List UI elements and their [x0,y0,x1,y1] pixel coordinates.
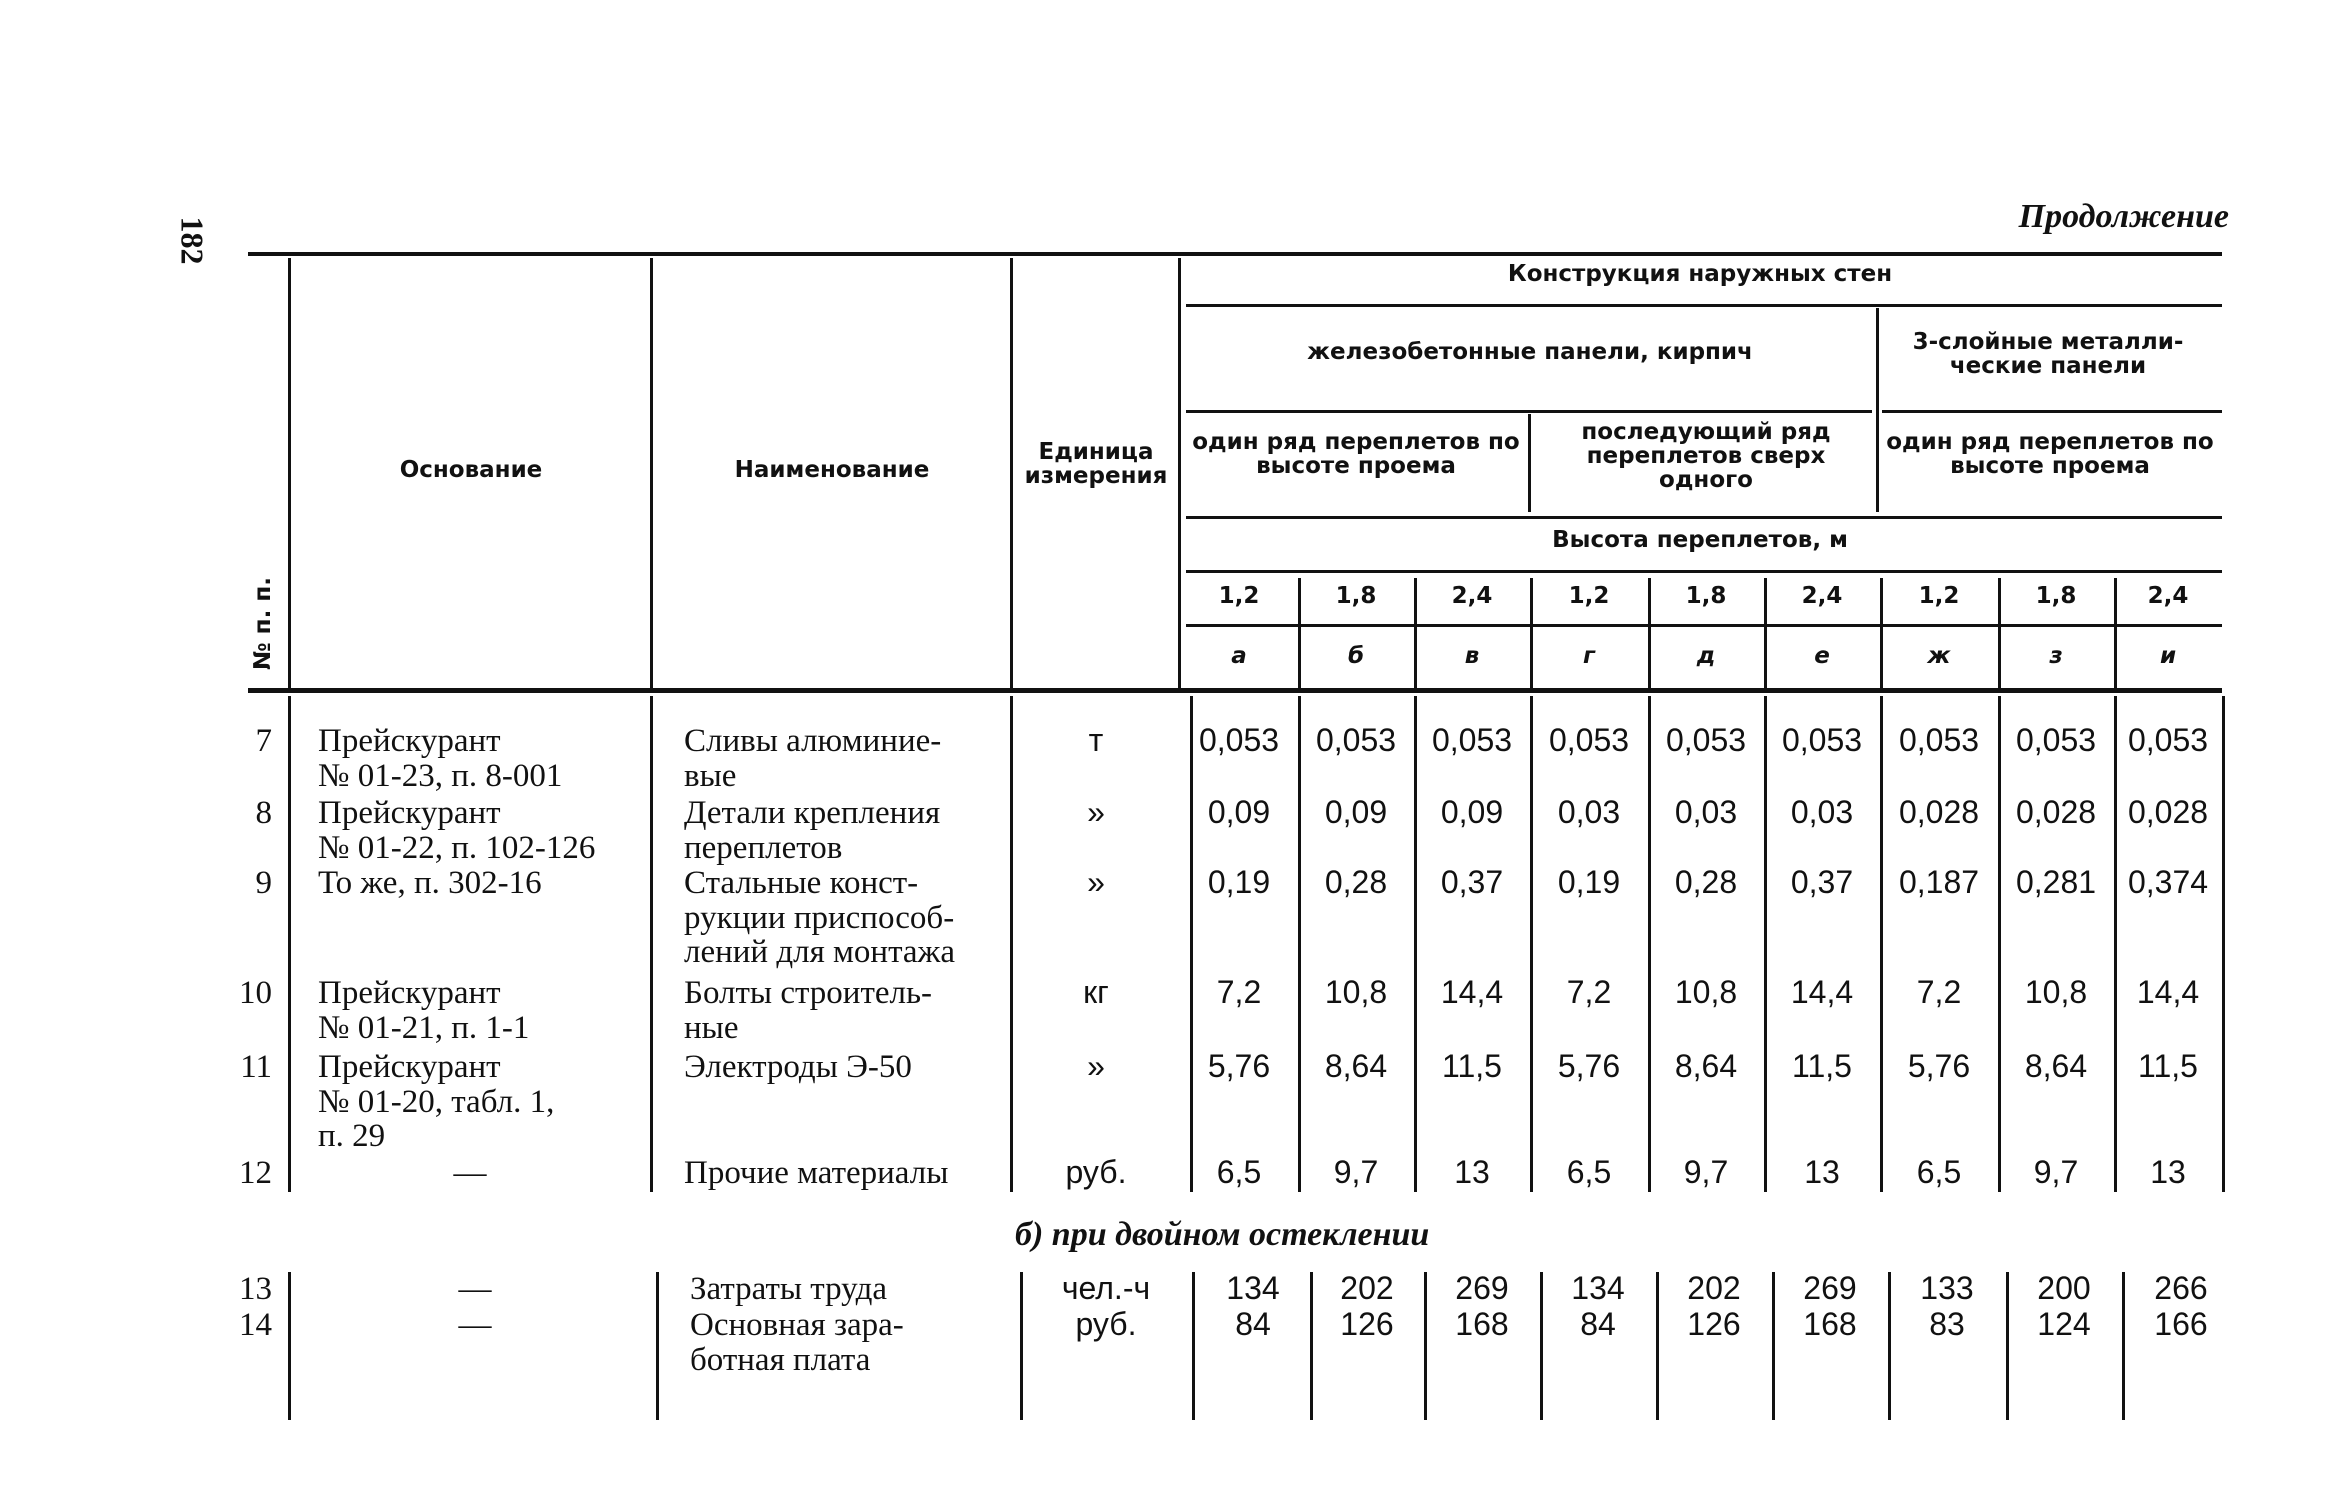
basis-cell: — [453,1155,487,1191]
rule-line [1298,696,1301,1192]
value-cell: 0,03 [1790,794,1854,830]
value-cell: 0,053 [2127,722,2209,758]
value-cell: 11,5 [2138,1048,2198,1084]
construction-header: Конструкция наружных стен [1507,261,1893,287]
rule-line [1764,696,1767,1192]
column-letter: ж [1927,643,1951,669]
rule-line [1298,578,1301,688]
value-cell: 168 [1455,1306,1509,1342]
value-cell: 7,2 [1916,974,1962,1010]
rule-line [2114,578,2117,688]
rule-line [650,696,653,1192]
value-cell: 0,053 [2015,722,2097,758]
value-cell: 0,053 [1315,722,1397,758]
row-number: 13 [239,1271,272,1307]
unit-cell: » [1087,864,1105,900]
rule-line [288,1272,291,1420]
value-cell: 202 [1687,1270,1741,1306]
unit-cell: чел.-ч [1061,1270,1151,1306]
rule-line [1530,578,1533,688]
value-cell: 126 [1687,1306,1741,1342]
value-cell: 5,76 [1207,1048,1271,1084]
rule-line [656,1272,659,1420]
rule-line [2222,696,2225,1192]
unit-cell: » [1087,1048,1105,1084]
rule-line [1882,410,2222,413]
value-cell: 0,37 [1440,864,1504,900]
basis-cell: То же, п. 302-16 [318,865,542,901]
value-cell: 14,4 [1790,974,1854,1010]
value-cell: 11,5 [1442,1048,1502,1084]
value-cell: 0,053 [1781,722,1863,758]
value-cell: 0,053 [1198,722,1280,758]
value-cell: 7,2 [1216,974,1262,1010]
column-letter: г [1582,643,1596,669]
value-cell: 6,5 [1216,1154,1262,1190]
unit-cell: » [1087,794,1105,830]
unit-cell: руб. [1075,1306,1137,1342]
row-number: 9 [255,865,272,901]
height-header: Высота переплетов, м [1552,527,1848,553]
height-value: 1,8 [1685,583,1727,609]
rule-line [1414,578,1417,688]
row-number: 14 [239,1307,272,1343]
value-cell: 6,5 [1916,1154,1962,1190]
unit-header: Единица измерения [1024,439,1168,490]
rule-line [1528,414,1531,512]
value-cell: 7,2 [1566,974,1612,1010]
row-number: 8 [255,795,272,831]
continuation-label: Продолжение [2018,198,2229,235]
name-cell: Затраты труда [690,1271,888,1307]
value-cell: 14,4 [2136,974,2200,1010]
value-cell: 0,37 [1790,864,1854,900]
value-cell: 133 [1920,1270,1974,1306]
name-cell: Электроды Э-50 [684,1049,912,1085]
rule-line [1020,1272,1023,1420]
value-cell: 266 [2154,1270,2208,1306]
value-cell: 6,5 [1566,1154,1612,1190]
rule-line [248,252,2222,256]
unit-cell: кг [1083,974,1109,1010]
value-cell: 0,028 [2015,794,2097,830]
value-cell: 0,09 [1324,794,1388,830]
row-number: 11 [240,1049,272,1085]
basis-header: Основание [399,457,543,483]
value-cell: 10,8 [1674,974,1738,1010]
page-number: 182 [174,216,211,265]
rule-line [1648,578,1651,688]
value-cell: 0,281 [2015,864,2097,900]
rule-line [1186,304,2222,307]
rule-line [1186,624,2222,627]
height-value: 2,4 [1801,583,1843,609]
height-value: 1,8 [2035,583,2077,609]
value-cell: 0,03 [1674,794,1738,830]
value-cell: 0,053 [1665,722,1747,758]
value-cell: 10,8 [1324,974,1388,1010]
value-cell: 0,09 [1207,794,1271,830]
section-title: б) при двойном остеклении [1015,1216,1430,1253]
value-cell: 124 [2037,1306,2091,1342]
height-value: 1,2 [1218,583,1260,609]
value-cell: 10,8 [2024,974,2088,1010]
sub2-header: последующий ряд переплетов сверх одного [1581,419,1831,494]
rule-line [1186,410,1872,413]
name-cell: Детали крепления переплетов [684,795,941,866]
height-value: 2,4 [1451,583,1493,609]
column-letter: и [2159,643,2177,669]
rule-line [1190,696,1193,1192]
value-cell: 13 [1454,1154,1490,1190]
value-cell: 9,7 [2033,1154,2079,1190]
basis-cell: Прейскурант № 01-21, п. 1-1 [318,975,530,1046]
value-cell: 11,5 [1792,1048,1852,1084]
column-letter: е [1814,643,1830,669]
value-cell: 0,053 [1898,722,1980,758]
value-cell: 0,03 [1557,794,1621,830]
column-letter: в [1464,643,1480,669]
height-value: 1,2 [1918,583,1960,609]
value-cell: 5,76 [1557,1048,1621,1084]
sub3-header: один ряд переплетов по высоте проема [1886,429,2214,480]
value-cell: 126 [1340,1306,1394,1342]
value-cell: 134 [1571,1270,1625,1306]
value-cell: 13 [1804,1154,1840,1190]
rule-line [1186,516,2222,519]
value-cell: 5,76 [1907,1048,1971,1084]
rule-line [288,696,291,1192]
value-cell: 83 [1929,1306,1965,1342]
rule-line [1414,696,1417,1192]
column-letter: з [2049,643,2063,669]
value-cell: 200 [2037,1270,2091,1306]
name-cell: Основная зара- ботная плата [690,1307,904,1378]
value-cell: 13 [2150,1154,2186,1190]
value-cell: 0,19 [1557,864,1621,900]
rule-line [1186,570,2222,573]
name-cell: Стальные конст- рукции приспособ- лений для монтажа [684,865,955,971]
value-cell: 84 [1580,1306,1616,1342]
value-cell: 0,028 [2127,794,2209,830]
rule-line [1880,696,1883,1192]
rule-line [1192,1272,1195,1420]
group1-header: железобетонные панели, кирпич [1307,339,1753,365]
rule-line [1764,578,1767,688]
value-cell: 0,053 [1431,722,1513,758]
basis-cell: Прейскурант № 01-23, п. 8-001 [318,723,563,794]
rule-line [2114,696,2117,1192]
value-cell: 14,4 [1440,974,1504,1010]
value-cell: 0,187 [1898,864,1980,900]
rule-line [248,688,2222,693]
value-cell: 269 [1803,1270,1857,1306]
height-value: 1,8 [1335,583,1377,609]
value-cell: 0,28 [1324,864,1388,900]
value-cell: 0,19 [1207,864,1271,900]
column-letter: д [1696,643,1716,669]
value-cell: 168 [1803,1306,1857,1342]
rule-line [1530,696,1533,1192]
value-cell: 9,7 [1683,1154,1729,1190]
value-cell: 202 [1340,1270,1394,1306]
basis-cell: — [458,1307,492,1343]
rule-line [1876,308,1879,512]
rule-line [1010,696,1013,1192]
row-number-header: № п. п. [250,577,276,670]
value-cell: 134 [1226,1270,1280,1306]
name-cell: Болты строитель- ные [684,975,933,1046]
unit-cell: руб. [1065,1154,1127,1190]
value-cell: 8,64 [1324,1048,1388,1084]
height-value: 1,2 [1568,583,1610,609]
sub1-header: один ряд переплетов по высоте проема [1192,429,1520,480]
group2-header: 3-слойные металли- ческие панели [1912,329,2184,380]
row-number: 10 [239,975,272,1011]
column-letter: б [1347,643,1365,669]
rule-line [1648,696,1651,1192]
value-cell: 0,028 [1898,794,1980,830]
column-letter: а [1231,643,1247,669]
name-header: Наименование [734,457,930,483]
row-number: 12 [239,1155,272,1191]
basis-cell: Прейскурант № 01-22, п. 102-126 [318,795,596,866]
basis-cell: Прейскурант № 01-20, табл. 1, п. 29 [318,1049,555,1155]
basis-cell: — [458,1271,492,1307]
value-cell: 0,28 [1674,864,1738,900]
value-cell: 9,7 [1333,1154,1379,1190]
value-cell: 0,374 [2127,864,2209,900]
rule-line [1998,696,2001,1192]
rule-line [1880,578,1883,688]
value-cell: 166 [2154,1306,2208,1342]
value-cell: 0,053 [1548,722,1630,758]
value-cell: 0,09 [1440,794,1504,830]
row-number: 7 [255,723,272,759]
height-value: 2,4 [2147,583,2189,609]
value-cell: 84 [1235,1306,1271,1342]
value-cell: 269 [1455,1270,1509,1306]
value-cell: 8,64 [1674,1048,1738,1084]
name-cell: Прочие материалы [684,1155,949,1191]
value-cell: 8,64 [2024,1048,2088,1084]
rule-line [1998,578,2001,688]
name-cell: Сливы алюминие- вые [684,723,942,794]
unit-cell: т [1088,722,1104,758]
